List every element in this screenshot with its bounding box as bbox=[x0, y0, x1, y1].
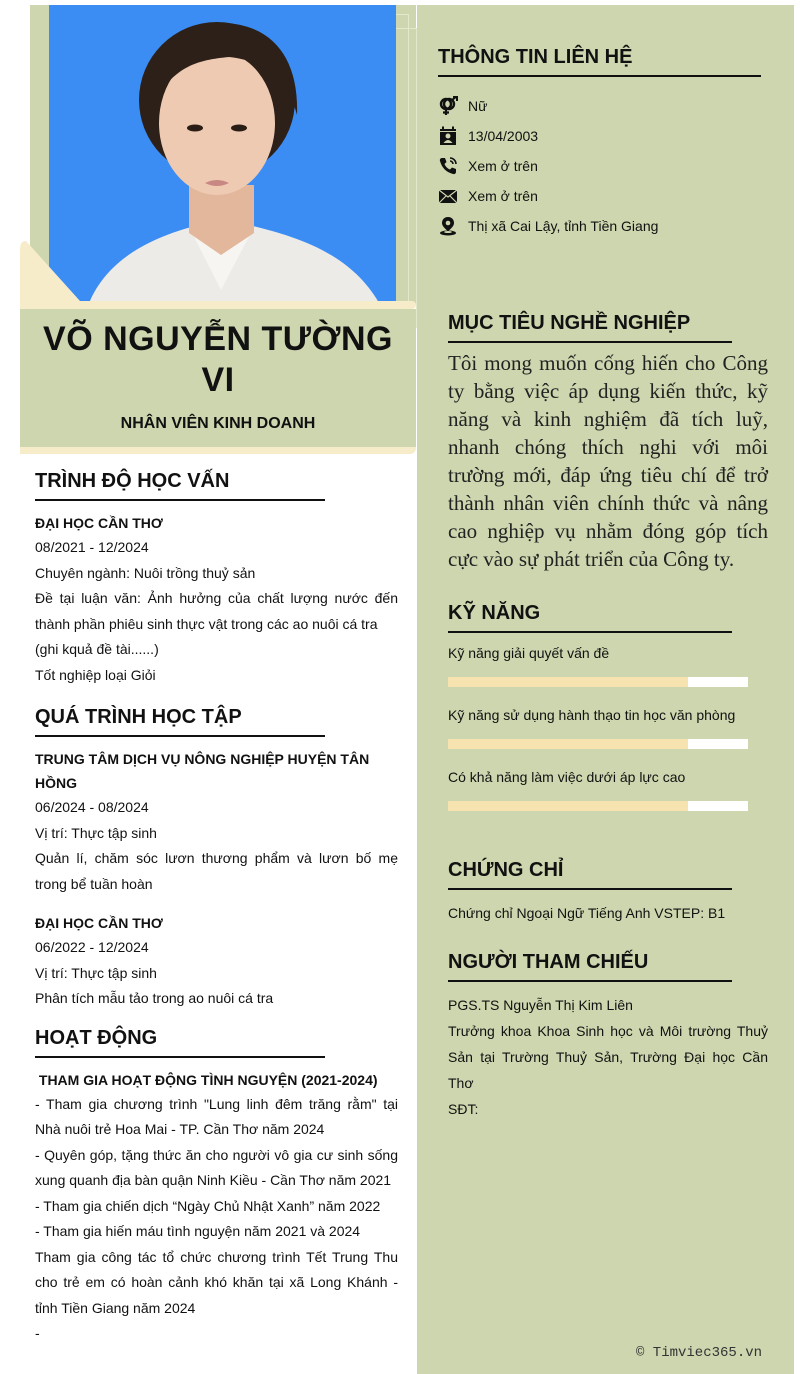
reference-phone: SĐT: bbox=[448, 1101, 479, 1117]
role: Vị trí: Thực tập sinh bbox=[35, 824, 157, 841]
decorative-line bbox=[396, 28, 417, 328]
section-divider bbox=[35, 1056, 325, 1058]
description: Quản lí, chăm sóc lươn thương phẩm và lươn bố mẹ trong bể tuần hoàn bbox=[35, 850, 398, 892]
skill-bar bbox=[448, 801, 748, 811]
organization-name: ĐẠI HỌC CẦN THƠ bbox=[35, 915, 163, 931]
certificate-item: Chứng chỉ Ngoại Ngữ Tiếng Anh VSTEP: B1 bbox=[448, 905, 726, 921]
skill-bar-fill bbox=[448, 739, 688, 749]
decorative-bar bbox=[20, 447, 416, 454]
section-title: HOẠT ĐỘNG bbox=[35, 1026, 158, 1049]
location-pin-icon bbox=[438, 216, 458, 236]
description: Phân tích mẫu tảo trong ao nuôi cá tra bbox=[35, 990, 274, 1006]
objective-section bbox=[448, 309, 768, 573]
section-title: NGƯỜI THAM CHIẾU bbox=[448, 951, 649, 973]
education-section bbox=[35, 467, 398, 688]
activity-line: - Tham gia chiến dịch “Ngày Chủ Nhật Xanh” năm 2022 bbox=[35, 1197, 381, 1214]
objective-text: Tôi mong muốn cống hiến cho Công ty bằng việc áp dụng kiến thức, kỹ năng và kinh nghiệm đã tích luỹ, nhanh chóng thích nghi với môi trường mới, đáp ứng tiêu chí để trở thành nhân viên chính thức và nâng cao nghiệp vụ nhằm đóng góp tích cực vào sự phát triển của Công ty. bbox=[448, 351, 768, 571]
study-period: 08/2021 - 12/2024 bbox=[35, 539, 149, 555]
section-divider bbox=[448, 341, 732, 343]
contact-value: Xem ở trên bbox=[468, 158, 538, 174]
activity-line: - bbox=[35, 1325, 40, 1341]
contact-birthday bbox=[438, 121, 762, 151]
activity-line: - Quyên góp, tặng thức ăn cho người vô gia cư sinh sống xung quanh địa bàn quận Ninh Kiều - Cần Thơ năm 2021 bbox=[35, 1146, 398, 1188]
activity-line: - Tham gia hiến máu tình nguyện năm 2021 và 2024 bbox=[35, 1223, 361, 1239]
contact-address bbox=[438, 211, 762, 241]
skill-label: Có khả năng làm việc dưới áp lực cao bbox=[448, 769, 686, 785]
education-line: Tốt nghiệp loại Giỏi bbox=[35, 666, 156, 683]
decorative-bar bbox=[20, 301, 416, 309]
references-section bbox=[448, 948, 768, 1122]
section-divider bbox=[35, 499, 325, 501]
section-divider bbox=[35, 735, 325, 737]
contact-email[interactable] bbox=[438, 181, 762, 211]
phone-icon bbox=[438, 156, 458, 176]
education-line: (ghi kquả đề tài......) bbox=[35, 641, 159, 657]
section-title: TRÌNH ĐỘ HỌC VẤN bbox=[35, 470, 230, 492]
education-line: Đề tại luận văn: Ảnh hưởng của chất lượng nước đến thành phần phiêu sinh thực vật trong các ao nuôi cá tra bbox=[35, 590, 398, 632]
contact-value: Nữ bbox=[468, 98, 488, 114]
skill-label: Kỹ năng giải quyết vấn đề bbox=[448, 645, 610, 661]
contact-value: Thị xã Cai Lậy, tỉnh Tiền Giang bbox=[468, 218, 659, 234]
candidate-position: NHÂN VIÊN KINH DOANH bbox=[120, 415, 316, 432]
period: 06/2022 - 12/2024 bbox=[35, 939, 149, 955]
section-divider bbox=[448, 631, 732, 633]
contact-section bbox=[438, 43, 762, 241]
name-panel bbox=[20, 309, 416, 449]
skill-label: Kỹ năng sử dụng hành thạo tin học văn phòng bbox=[448, 707, 736, 723]
section-title: MỤC TIÊU NGHỀ NGHIỆP bbox=[448, 312, 691, 334]
decorative-fold bbox=[20, 241, 80, 307]
activity-line: - Tham gia chương trình "Lung linh đêm trăng rằm" tại Nhà nuôi trẻ Hoa Mai - TP. Cần Thơ năm 2024 bbox=[35, 1095, 398, 1137]
candidate-name: VÕ NGUYỄN TƯỜNG VI bbox=[43, 320, 393, 399]
activity-heading: THAM GIA HOẠT ĐỘNG TÌNH NGUYỆN (2021-2024) bbox=[35, 1071, 378, 1088]
skill-bar bbox=[448, 677, 748, 687]
experience-item bbox=[35, 911, 398, 1012]
school-name: ĐẠI HỌC CẦN THƠ bbox=[35, 515, 163, 531]
certificates-section bbox=[448, 856, 768, 926]
section-title: QUÁ TRÌNH HỌC TẬP bbox=[35, 706, 242, 728]
role: Vị trí: Thực tập sinh bbox=[35, 964, 157, 981]
experience-item bbox=[35, 747, 398, 897]
skill-bar bbox=[448, 739, 748, 749]
contact-value: Xem ở trên bbox=[468, 188, 538, 204]
gender-icon bbox=[438, 96, 458, 116]
calendar-icon bbox=[438, 126, 458, 146]
reference-description: Trưởng khoa Khoa Sinh học và Môi trường Thuỷ Sản tại Trường Thuỷ Sản, Trường Đại học Cần Thơ bbox=[448, 1023, 768, 1091]
section-divider bbox=[438, 75, 761, 77]
section-title: THÔNG TIN LIÊN HỆ bbox=[438, 46, 633, 68]
left-content bbox=[35, 467, 398, 1347]
contact-value: 13/04/2003 bbox=[468, 128, 539, 144]
organization-name: TRUNG TÂM DỊCH VỤ NÔNG NGHIỆP HUYỆN TÂN HỒNG bbox=[35, 751, 370, 791]
profile-photo bbox=[49, 5, 396, 303]
section-title: CHỨNG CHỈ bbox=[448, 859, 564, 881]
section-divider bbox=[448, 980, 732, 982]
skills-section bbox=[448, 599, 768, 829]
section-divider bbox=[448, 888, 732, 890]
watermark: © Timviec365.vn bbox=[636, 1345, 763, 1361]
section-title: KỸ NĂNG bbox=[448, 602, 541, 624]
period: 06/2024 - 08/2024 bbox=[35, 799, 149, 815]
education-line: Chuyên ngành: Nuôi trồng thuỷ sản bbox=[35, 564, 256, 581]
activities-section bbox=[35, 1024, 398, 1347]
activity-line: Tham gia công tác tổ chức chương trình Tết Trung Thu cho trẻ em có hoàn cảnh khó khăn tại xã Long Khánh - tỉnh Tiền Giang năm 2024 bbox=[35, 1248, 398, 1316]
envelope-icon bbox=[438, 186, 458, 206]
skill-bar-fill bbox=[448, 801, 688, 811]
contact-gender bbox=[438, 91, 762, 121]
cv-page bbox=[0, 5, 794, 1374]
skill-bar-fill bbox=[448, 677, 688, 687]
experience-section bbox=[35, 703, 398, 1012]
reference-name: PGS.TS Nguyễn Thị Kim Liên bbox=[448, 997, 633, 1013]
contact-phone[interactable] bbox=[438, 151, 762, 181]
